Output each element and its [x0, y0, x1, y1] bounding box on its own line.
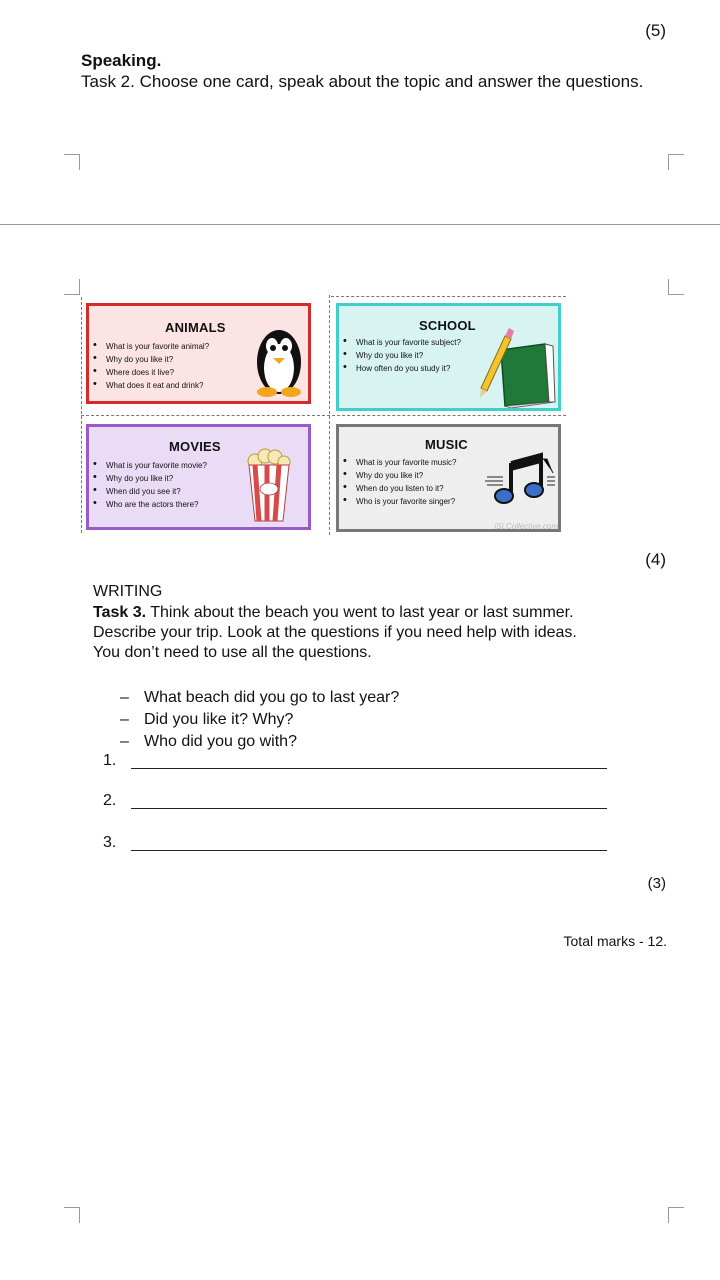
card-questions: [93, 340, 209, 392]
corner-mark: [668, 1207, 684, 1223]
card-question: • How often do you study it?: [343, 362, 461, 375]
penguin-icon: [253, 320, 305, 398]
answer-blank[interactable]: [131, 850, 607, 851]
card-question: • Why do you like it?: [93, 472, 207, 485]
corner-mark: [64, 154, 80, 170]
pencil-book-icon: [477, 328, 559, 408]
task-3-instruction: [93, 603, 577, 663]
card-movies: [86, 424, 311, 530]
task-2-instruction: Task 2. Choose one card, speak about the topic and answer the questions.: [81, 72, 644, 91]
corner-mark: [64, 279, 80, 295]
card-title: MOVIES: [169, 439, 221, 454]
answer-number: 2.: [103, 792, 117, 809]
card-animals: [86, 303, 311, 404]
total-marks: Total marks - 12.: [563, 933, 667, 949]
card-question: • Who is your favorite singer?: [343, 495, 456, 508]
watermark: iSLCollective.com: [494, 522, 558, 531]
card-question: • What is your favorite movie?: [93, 459, 207, 472]
answer-blank[interactable]: [131, 768, 607, 769]
corner-mark: [668, 154, 684, 170]
guiding-questions: [120, 687, 399, 753]
cut-line: [331, 296, 566, 297]
card-questions: [343, 336, 461, 375]
task-3-label: Task 3.: [93, 604, 147, 621]
corner-mark: [668, 279, 684, 295]
section-title-writing: WRITING: [93, 583, 163, 600]
cards-marks: (4): [645, 550, 666, 569]
card-question: • When did you see it?: [93, 485, 207, 498]
writing-marks: (3): [647, 875, 666, 892]
card-question: • What is your favorite subject?: [343, 336, 461, 349]
music-note-icon: [485, 451, 557, 507]
card-question: • What is your favorite music?: [343, 456, 456, 469]
cut-line: [81, 297, 82, 533]
answer-line-2: [103, 792, 116, 810]
task-3-text: Think about the beach you went to last year or last summer.: [146, 604, 574, 621]
speaking-marks: (5): [645, 21, 666, 40]
card-title: ANIMALS: [165, 320, 226, 335]
card-music: [336, 424, 561, 532]
task-3-text: You don’t need to use all the questions.: [93, 644, 372, 661]
card-title: MUSIC: [425, 437, 468, 452]
card-school: [336, 303, 561, 411]
card-question: • Why do you like it?: [93, 353, 209, 366]
card-question: • What does it eat and drink?: [93, 379, 209, 392]
guiding-question: – Did you like it? Why?: [120, 709, 399, 731]
card-question: • When do you listen to it?: [343, 482, 456, 495]
guiding-question: – Who did you go with?: [120, 731, 399, 753]
cut-line: [81, 415, 566, 416]
page-divider: [0, 224, 720, 225]
card-question: • Where does it live?: [93, 366, 209, 379]
task-3-text: Describe your trip. Look at the questions if you need help with ideas.: [93, 624, 577, 641]
card-question: • Why do you like it?: [343, 349, 461, 362]
answer-blank[interactable]: [131, 808, 607, 809]
popcorn-icon: [245, 447, 293, 525]
answer-number: 1.: [103, 752, 117, 769]
guiding-question: – What beach did you go to last year?: [120, 687, 399, 709]
card-question: • Why do you like it?: [343, 469, 456, 482]
section-title-speaking: Speaking.: [81, 51, 162, 70]
corner-mark: [64, 1207, 80, 1223]
cut-line: [329, 295, 330, 535]
card-question: • What is your favorite animal?: [93, 340, 209, 353]
answer-number: 3.: [103, 834, 117, 851]
card-questions: [93, 459, 207, 511]
card-questions: [343, 456, 456, 508]
answer-line-1: [103, 752, 116, 770]
speaking-cards: [81, 295, 566, 535]
card-title: SCHOOL: [419, 318, 476, 333]
answer-line-3: [103, 834, 116, 852]
card-question: • Who are the actors there?: [93, 498, 207, 511]
